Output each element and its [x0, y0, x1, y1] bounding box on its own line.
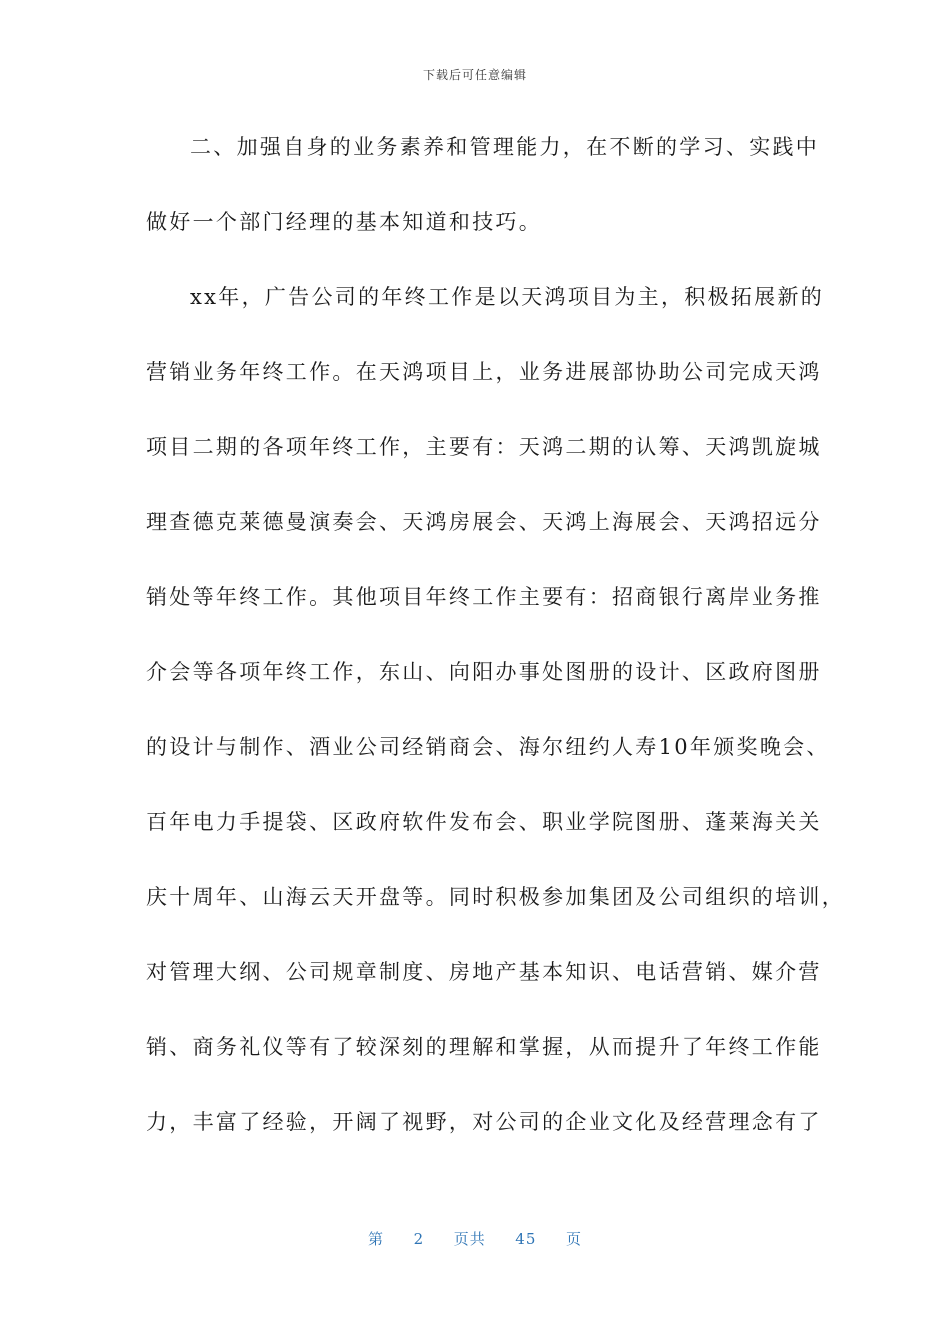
- body-line: 二、加强自身的业务素养和管理能力，在不断的学习、实践中: [190, 135, 820, 159]
- body-line: 理查德克莱德曼演奏会、天鸿房展会、天鸿上海展会、天鸿招远分: [146, 510, 822, 534]
- page-current: 2: [413, 1230, 425, 1248]
- body-line: 销、商务礼仪等有了较深刻的理解和掌握，从而提升了年终工作能: [146, 1035, 822, 1059]
- body-line: 对管理大纲、公司规章制度、房地产基本知识、电话营销、媒介营: [146, 960, 822, 984]
- body-line: 力，丰富了经验，开阔了视野，对公司的企业文化及经营理念有了: [146, 1110, 822, 1134]
- body-line: 做好一个部门经理的基本知道和技巧。: [146, 210, 543, 234]
- document-body: [146, 122, 845, 1172]
- page-footer: [0, 1228, 950, 1249]
- page-middle: 页共: [453, 1230, 486, 1248]
- body-line: 的设计与制作、酒业公司经销商会、海尔纽约人寿10年颁奖晚会、: [146, 735, 830, 759]
- body-line: 销处等年终工作。其他项目年终工作主要有：招商银行离岸业务推: [146, 585, 822, 609]
- body-line: 项目二期的各项年终工作，主要有：天鸿二期的认筹、天鸿凯旋城: [146, 435, 822, 459]
- body-line: 营销业务年终工作。在天鸿项目上，业务进展部协助公司完成天鸿: [146, 360, 822, 384]
- body-line: 庆十周年、山海云天开盘等。同时积极参加集团及公司组织的培训，: [146, 885, 845, 909]
- page-suffix: 页: [565, 1230, 582, 1248]
- body-line: 介会等各项年终工作，东山、向阳办事处图册的设计、区政府图册: [146, 660, 822, 684]
- page-header: 下载后可任意编辑: [422, 68, 527, 82]
- body-line: xx年，广告公司的年终工作是以天鸿项目为主，积极拓展新的: [190, 285, 825, 309]
- body-line: 百年电力手提袋、区政府软件发布会、职业学院图册、蓬莱海关关: [146, 810, 822, 834]
- page-prefix: 第: [368, 1230, 385, 1248]
- page-total: 45: [515, 1230, 537, 1248]
